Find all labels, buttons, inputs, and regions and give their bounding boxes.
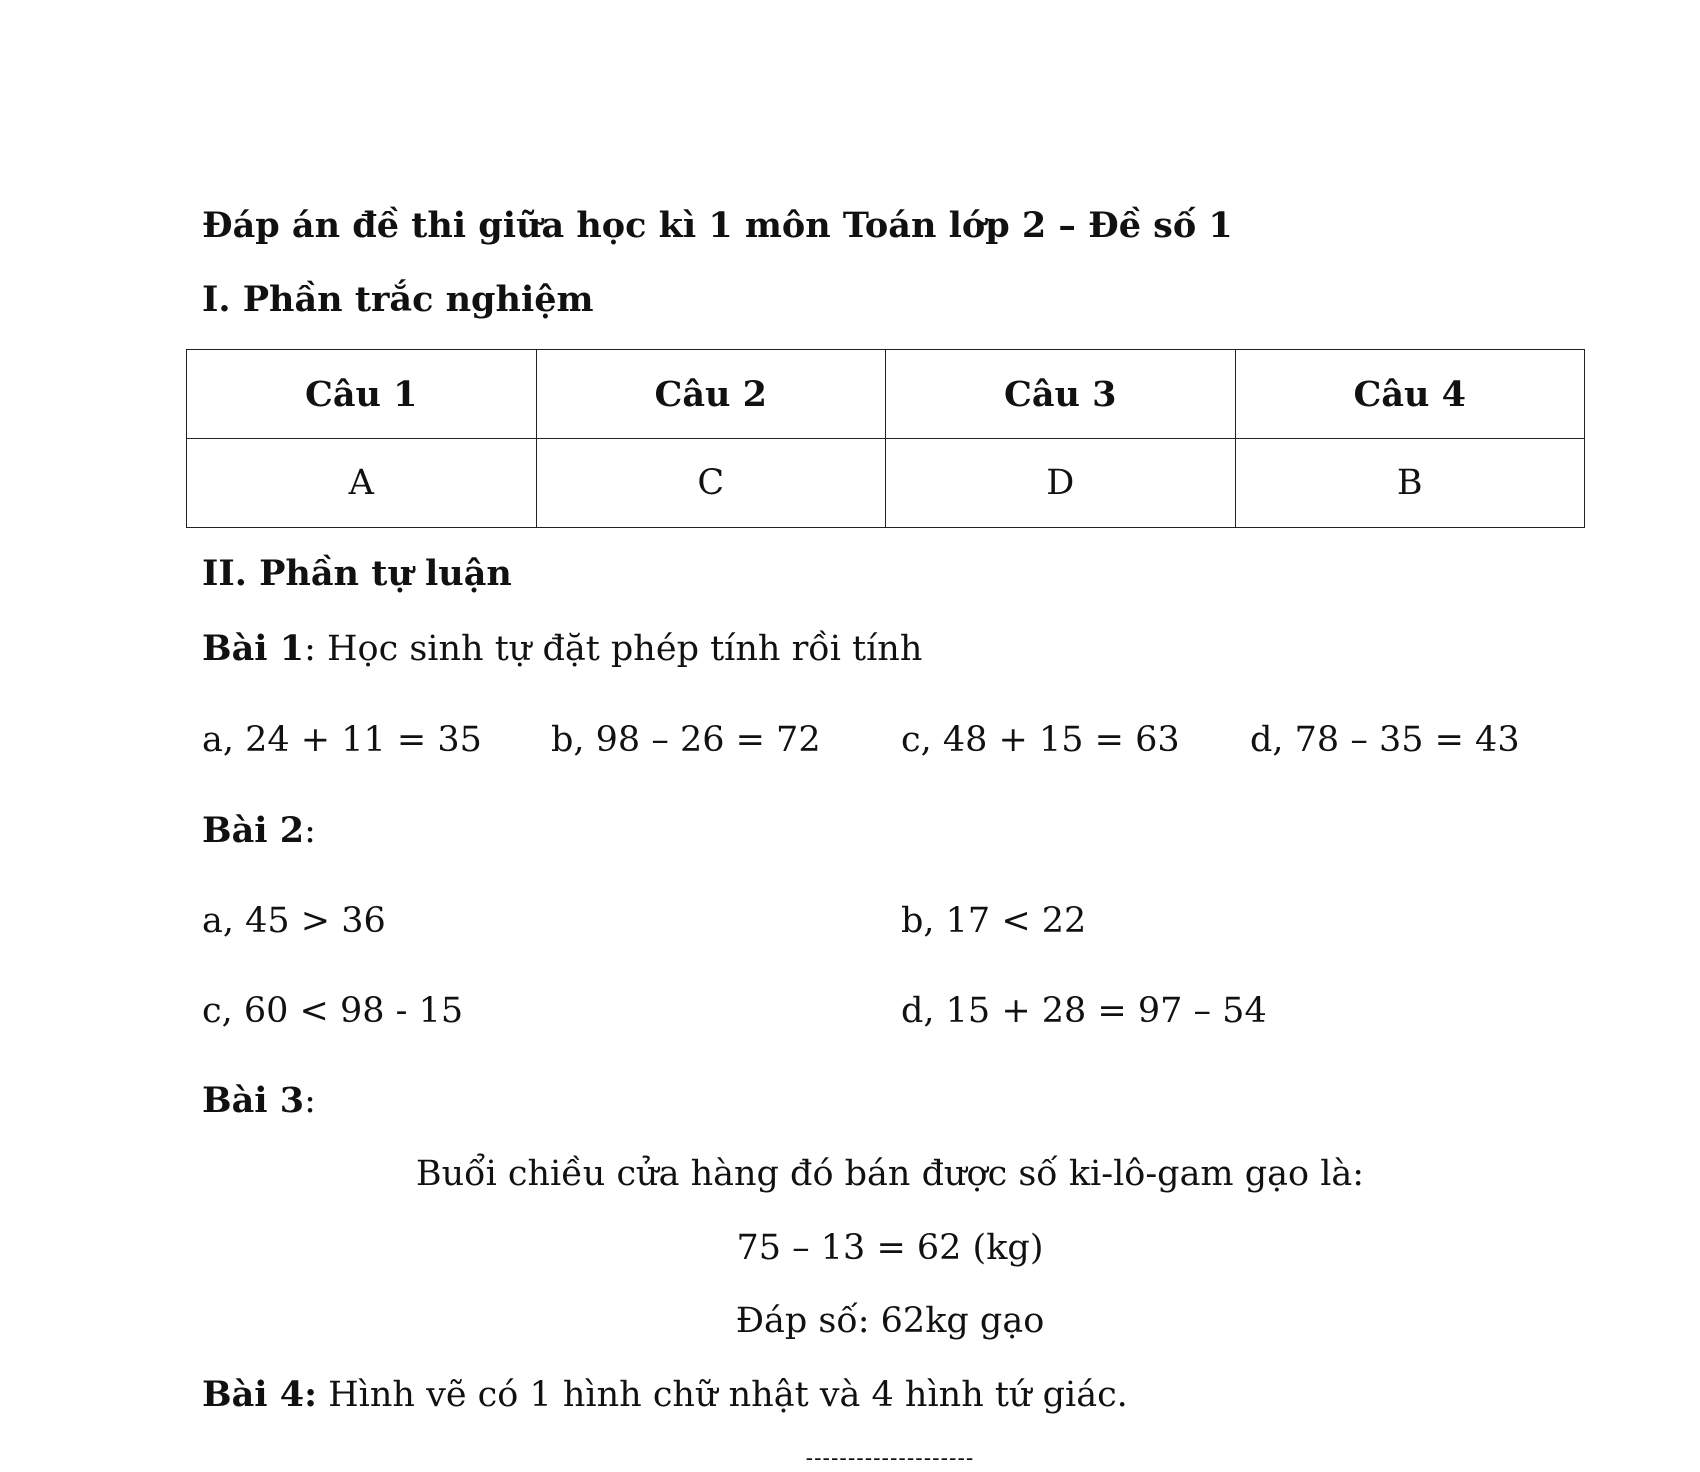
exercise-2-item: a, 45 > 36: [202, 901, 386, 941]
answer-table-cell: A: [187, 439, 537, 528]
exercise-1-heading: [202, 627, 922, 671]
section-heading-essay: II. Phần tự luận: [202, 553, 512, 594]
answer-table-cell: D: [886, 439, 1236, 528]
exercise-2-answers-row-2: [0, 989, 1700, 1033]
exercise-4-label: Bài 4:: [202, 1374, 318, 1415]
answer-table-header: Câu 4: [1235, 350, 1585, 439]
exercise-3-solution-statement: Buổi chiều cửa hàng đó bán được số ki-lô-gam gạo là:: [415, 1154, 1365, 1194]
exercise-2-text: :: [304, 811, 316, 851]
exercise-3-solution-calculation: 75 – 13 = 62 (kg): [736, 1228, 1044, 1268]
exercise-2-heading: [202, 809, 316, 853]
section-heading-multiple-choice: I. Phần trắc nghiệm: [202, 279, 594, 320]
exercise-1-label: Bài 1: [202, 628, 305, 669]
answer-table-header: Câu 3: [886, 350, 1236, 439]
exercise-1-text: : Học sinh tự đặt phép tính rồi tính: [304, 629, 923, 669]
exercise-2-label: Bài 2: [202, 810, 305, 851]
document-title: Đáp án đề thi giữa học kì 1 môn Toán lớp 2 – Đề số 1: [202, 205, 1233, 246]
exercise-4-text: Hình vẽ có 1 hình chữ nhật và 4 hình tứ giác.: [317, 1375, 1128, 1415]
answer-table-header: Câu 1: [187, 350, 537, 439]
exercise-4-line: [202, 1373, 1128, 1417]
answer-table-header-row: [187, 350, 1585, 439]
exercise-2-item: c, 60 < 98 - 15: [202, 991, 464, 1031]
exercise-3-text: :: [304, 1081, 316, 1121]
answer-table-cell: B: [1235, 439, 1585, 528]
exercise-3-label: Bài 3: [202, 1080, 305, 1121]
exercise-1-item: d, 78 – 35 = 43: [1250, 720, 1520, 760]
answer-table-answer-row: [187, 439, 1585, 528]
answer-table-header: Câu 2: [536, 350, 886, 439]
exercise-2-item: b, 17 < 22: [901, 901, 1087, 941]
exercise-2-answers-row-1: [0, 899, 1700, 943]
exercise-1-item: c, 48 + 15 = 63: [901, 720, 1180, 760]
answer-table: [186, 349, 1585, 528]
exercise-1-answers: [0, 718, 1700, 762]
end-divider: --------------------: [805, 1446, 975, 1471]
answer-table-cell: C: [536, 439, 886, 528]
exercise-2-item: d, 15 + 28 = 97 – 54: [901, 991, 1267, 1031]
exercise-1-item: a, 24 + 11 = 35: [202, 720, 482, 760]
exercise-1-item: b, 98 – 26 = 72: [551, 720, 821, 760]
exercise-3-heading: [202, 1079, 316, 1123]
exercise-3-solution-answer: Đáp số: 62kg gạo: [735, 1301, 1045, 1341]
